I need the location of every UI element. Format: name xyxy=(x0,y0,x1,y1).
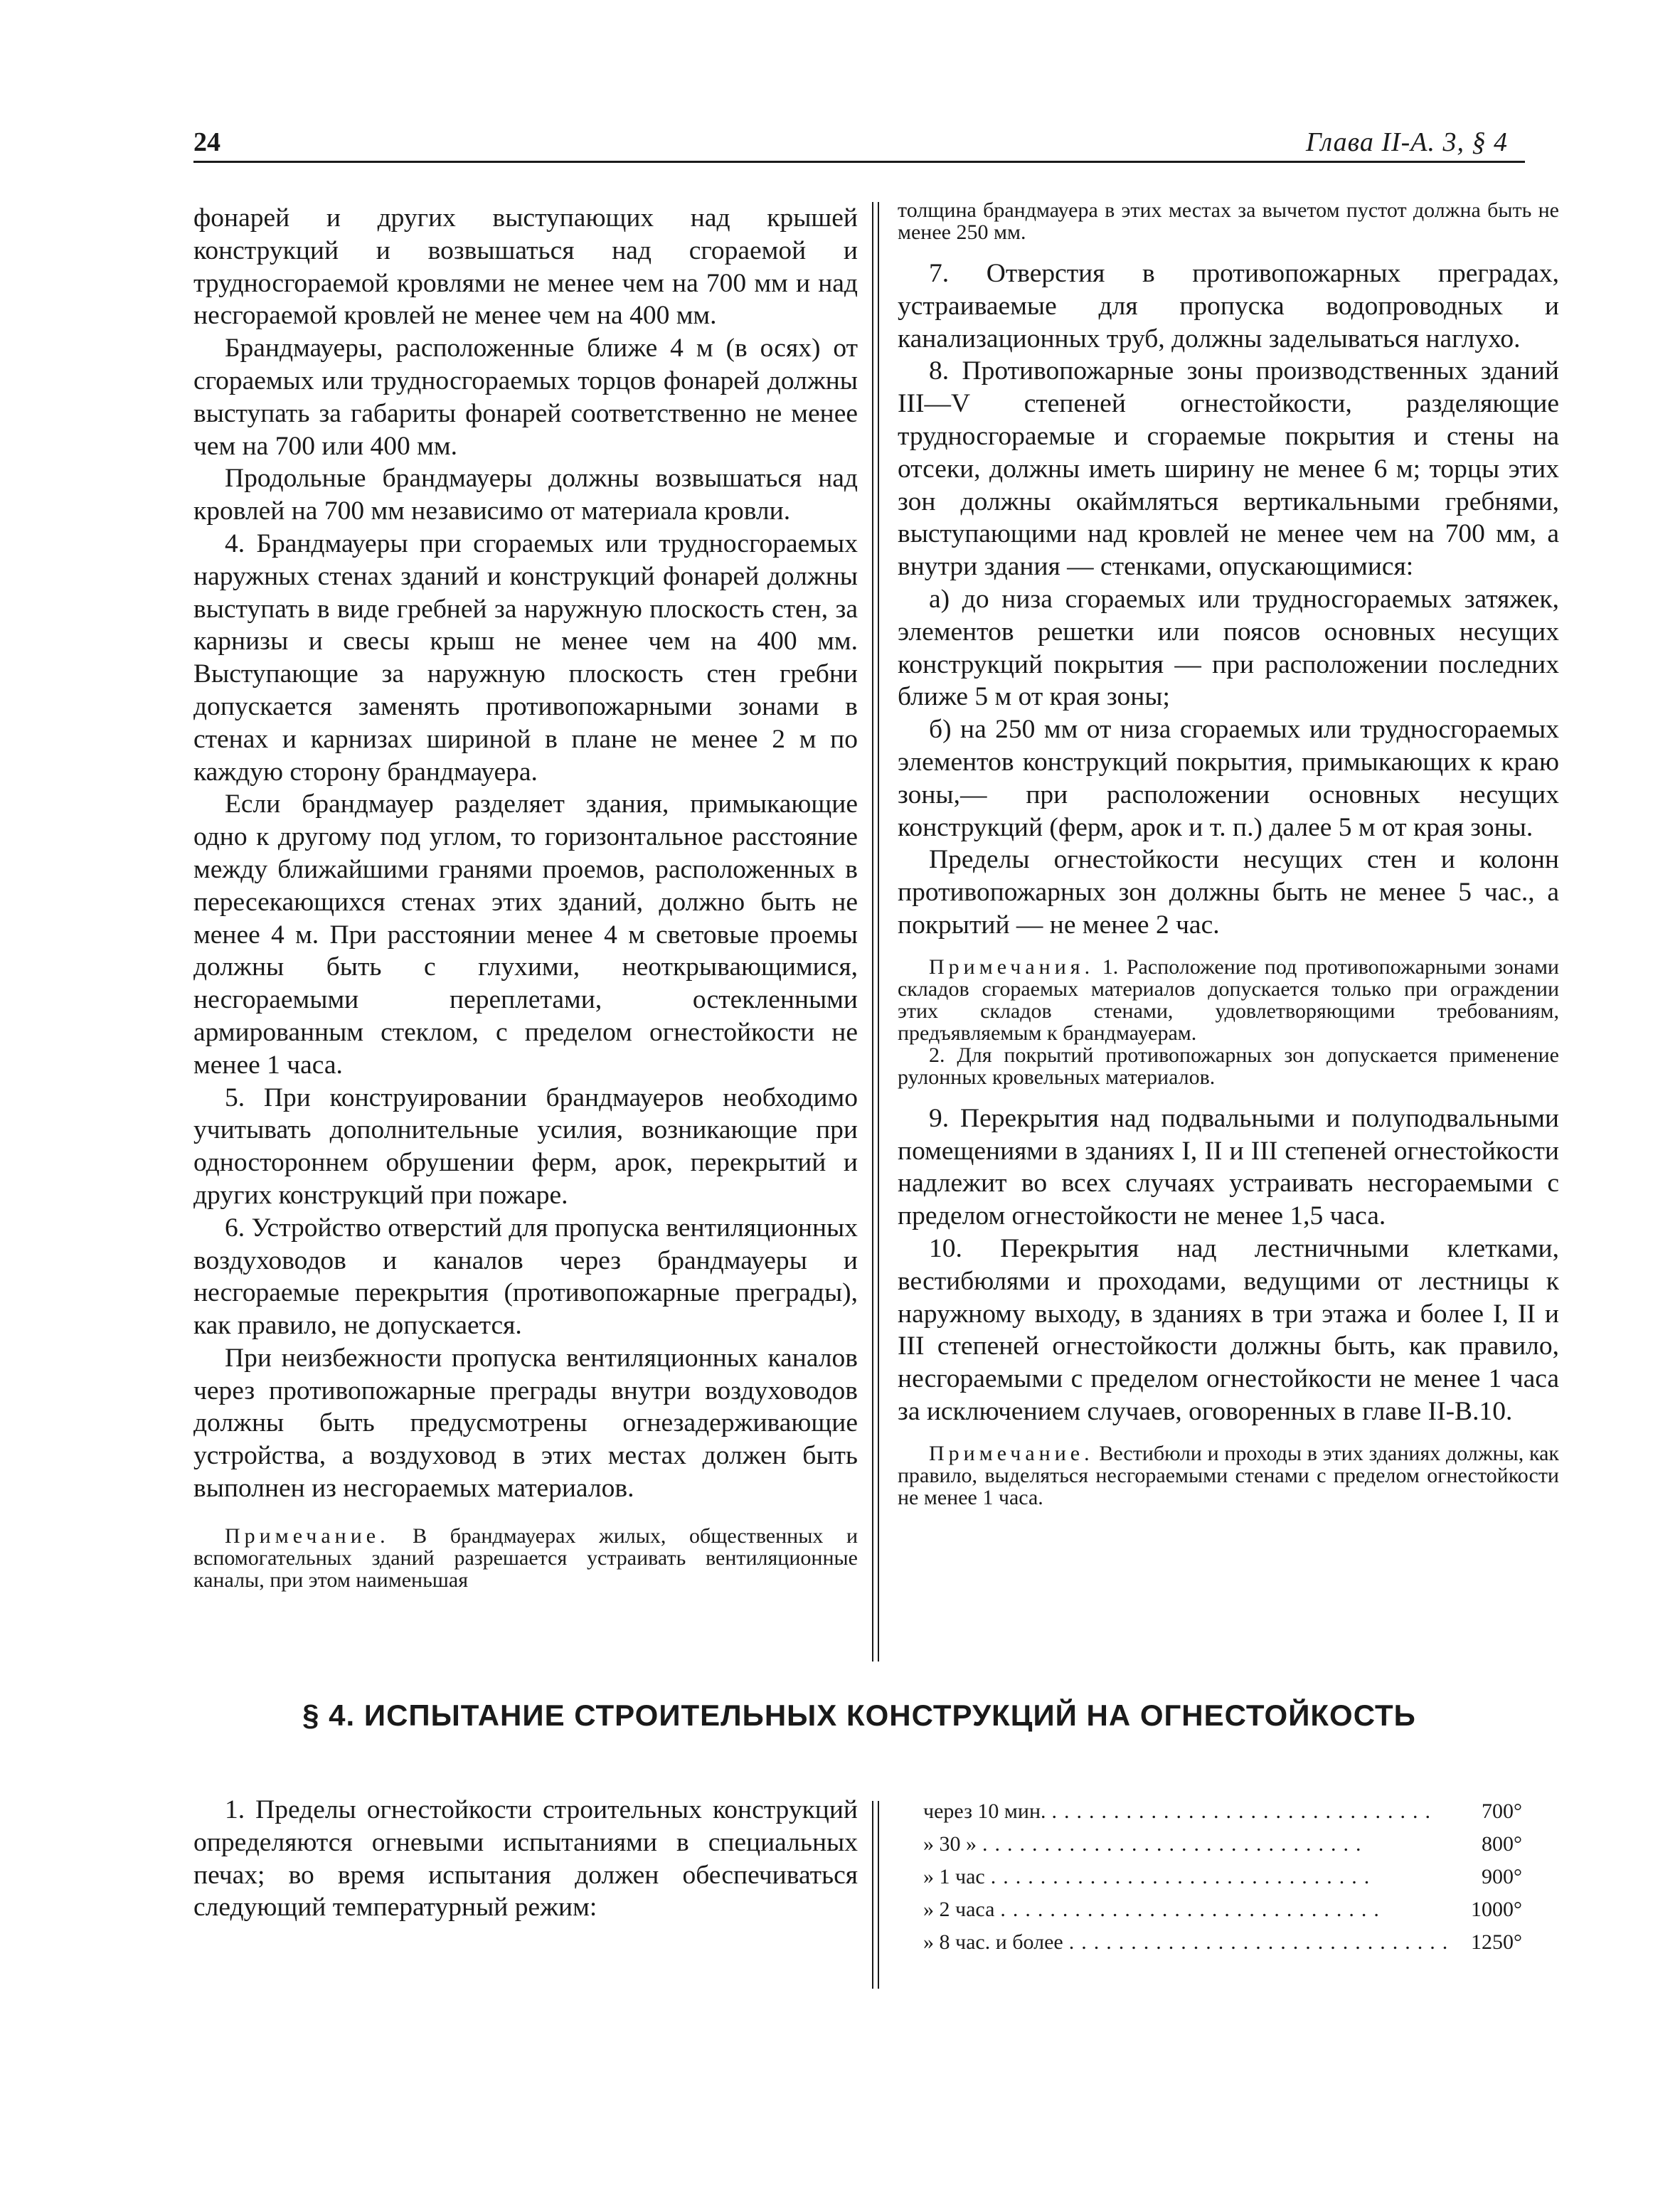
time-label: » 8 час. и более xyxy=(923,1930,1063,1954)
note xyxy=(193,1525,858,1591)
time-label: через 10 мин. xyxy=(923,1799,1046,1823)
temperature-row xyxy=(923,1832,1522,1865)
paragraph: При неизбежности пропуска вентиляционных каналов через противопожарные преграды внутри воздуховодов должны быть предусмотрены огнезадерживающие устройства, а воздуховод в этих местах должен быть выполнен из несгораемых материалов. xyxy=(193,1343,858,1504)
temperature-value: 1250° xyxy=(1471,1930,1522,1954)
note xyxy=(898,1442,1559,1509)
note: 2. Для покрытий противопожарных зон допускается применение рулонных кровельных материалов. xyxy=(898,1043,1559,1089)
leader-dots: ............................... xyxy=(990,1865,1377,1888)
running-head: Глава II-А. 3, § 4 xyxy=(1305,127,1508,157)
temperature-row xyxy=(923,1865,1522,1898)
leader-dots: ............................... xyxy=(1000,1898,1386,1921)
paragraph: 4. Брандмауеры при сгораемых или трудносгораемых наружных стенах зданий и конструкций фонарей должны выступать в виде гребней за наружную плоскость стен, за карнизы и свесы крыш не менее чем на 400 мм. Выступающие за наружную плоскость стен гребни допускается заменять противопожарными зонами в стенах и карнизах шириной в плане не менее 2 м по каждую сторону брандмауера. xyxy=(193,528,858,787)
temperature-value: 1000° xyxy=(1471,1898,1522,1921)
leader-dots: ............................... xyxy=(982,1832,1368,1856)
note-text: 1. Расположение под противопожарными зонами складов сгораемых материалов допускается только при ограждении этих складов стенами, удовлетворяющими требованиям, предъявляемым к брандмауерам. xyxy=(898,955,1559,1045)
paragraph: 10. Перекрытия над лестничными клетками, вестибюлями и проходами, ведущими от лестницы к наружному выходу, в зданиях в три этажа и более I, II и III степеней огнестойкости должны быть, как правило, несгораемыми с пределом огнестойкости не менее 1 часа за исключением случаев, оговоренных в главе II-В.10. xyxy=(898,1233,1559,1426)
leader-dots: ............................... xyxy=(1068,1930,1455,1954)
page-number: 24 xyxy=(193,127,220,157)
paragraph: 8. Противопожарные зоны производственных зданий III—V степеней огнестойкости, разделяющие трудносгораемые и сгораемые покрытия и стены на отсеки, должны иметь ширину не менее 6 м; торцы этих зон должны окаймляться вертикальными гребнями, выступающими над кровлей не менее чем на 700 мм, а внутри здания — стенками, опускающимися: xyxy=(898,356,1559,582)
temperature-row xyxy=(923,1930,1522,1963)
temperature-row xyxy=(923,1898,1522,1930)
note-text: Вестибюли и проходы в этих зданиях должны, как правило, выделяться несгораемыми стенами с пределом огнестойкости не менее 1 часа. xyxy=(898,1441,1560,1509)
temperature-value: 900° xyxy=(1482,1865,1522,1888)
paragraph: Пределы огнестойкости несущих стен и колонн противопожарных зон должны быть не менее 5 час., а покрытий — не менее 2 час. xyxy=(898,845,1559,940)
right-column xyxy=(898,199,1559,1509)
paragraph: фонарей и других выступающих над крышей конструкций и возвышаться над сгораемой и трудносгораемой кровлями не менее чем на 700 мм и над несгораемой кровлей не менее чем на 400 мм. xyxy=(193,203,858,331)
column-divider xyxy=(872,1801,879,1989)
paragraph: б) на 250 мм от низа сгораемых или трудносгораемых элементов конструкций покрытия, примыкающих к краю зоны,— при расположении основных несущих конструкций (ферм, арок и т. п.) далее 5 м от края зоны. xyxy=(898,715,1559,842)
paragraph: а) до низа сгораемых или трудносгораемых затяжек, элементов решетки или поясов основных несущих конструкций покрытия — при расположении последних ближе 5 м от края зоны; xyxy=(898,584,1559,712)
left-column-bottom xyxy=(193,1794,858,1924)
time-label: » 1 час xyxy=(923,1865,985,1888)
column-divider xyxy=(872,202,879,1662)
paragraph: 6. Устройство отверстий для пропуска вентиляционных воздуховодов и каналов через брандмауеры и несгораемые перекрытия (противопожарные преграды), как правило, не допускается. xyxy=(193,1213,858,1341)
paragraph: 7. Отверстия в противопожарных преградах, устраиваемые для пропуска водопроводных и канализационных труб, должны заделываться наглухо. xyxy=(898,259,1559,353)
temperature-value: 700° xyxy=(1482,1799,1522,1823)
paragraph: 1. Пределы огнестойкости строительных конструкций определяются огневыми испытаниями в специальных печах; во время испытания должен обеспечиваться следующий температурный режим: xyxy=(193,1795,858,1923)
temperature-table xyxy=(923,1799,1522,1963)
time-label: » 30 » xyxy=(923,1832,977,1856)
paragraph: Брандмауеры, расположенные ближе 4 м (в осях) от сгораемых или трудносгораемых торцов фонарей должны выступать за габариты фонарей соответственно не менее чем на 700 или 400 мм. xyxy=(193,334,858,461)
paragraph: Если брандмауер разделяет здания, примыкающие одно к другому под углом, то горизонтальное расстояние между ближайшими гранями проемов, расположенных в пересекающихся стенах этих зданий, должно быть не менее 4 м. При расстоянии менее 4 м световые проемы должны быть с глухими, неоткрывающимися, несгораемыми переплетами, остекленными армированным стеклом, с пределом огнестойкости не менее 1 часа. xyxy=(193,790,858,1080)
time-label: » 2 часа xyxy=(923,1898,995,1921)
leader-dots: ............................... xyxy=(1051,1799,1438,1823)
note xyxy=(898,956,1559,1044)
note-label: Примечание. xyxy=(929,1441,1094,1465)
note-label: Примечания. xyxy=(929,955,1095,979)
note-text: В брандмауерах жилых, общественных и вспомогательных зданий разрешается устраивать вентиляционные каналы, при этом наименьшая xyxy=(193,1524,858,1592)
paragraph: Продольные брандмауеры должны возвышаться над кровлей на 700 мм независимо от материала кровли. xyxy=(193,464,858,526)
temperature-row xyxy=(923,1799,1522,1832)
note-continuation: толщина брандмауера в этих местах за вычетом пустот должна быть не менее 250 мм. xyxy=(898,198,1559,244)
left-column xyxy=(193,202,858,1591)
temperature-value: 800° xyxy=(1482,1832,1522,1856)
paragraph: 9. Перекрытия над подвальными и полуподвальными помещениями в зданиях I, II и III степеней огнестойкости надлежит во всех случаях устраивать несгораемыми с пределом огнестойкости не менее 1,5 часа. xyxy=(898,1103,1559,1231)
note-label: Примечание. xyxy=(225,1524,390,1548)
section-title: § 4. ИСПЫТАНИЕ СТРОИТЕЛЬНЫХ КОНСТРУКЦИЙ НА ОГНЕСТОЙКОСТЬ xyxy=(302,1698,1416,1732)
page-header xyxy=(193,127,1525,163)
paragraph: 5. При конструировании брандмауеров необходимо учитывать дополнительные усилия, возникающие при одностороннем обрушении ферм, арок, перекрытий и других конструкций при пожаре. xyxy=(193,1083,858,1210)
